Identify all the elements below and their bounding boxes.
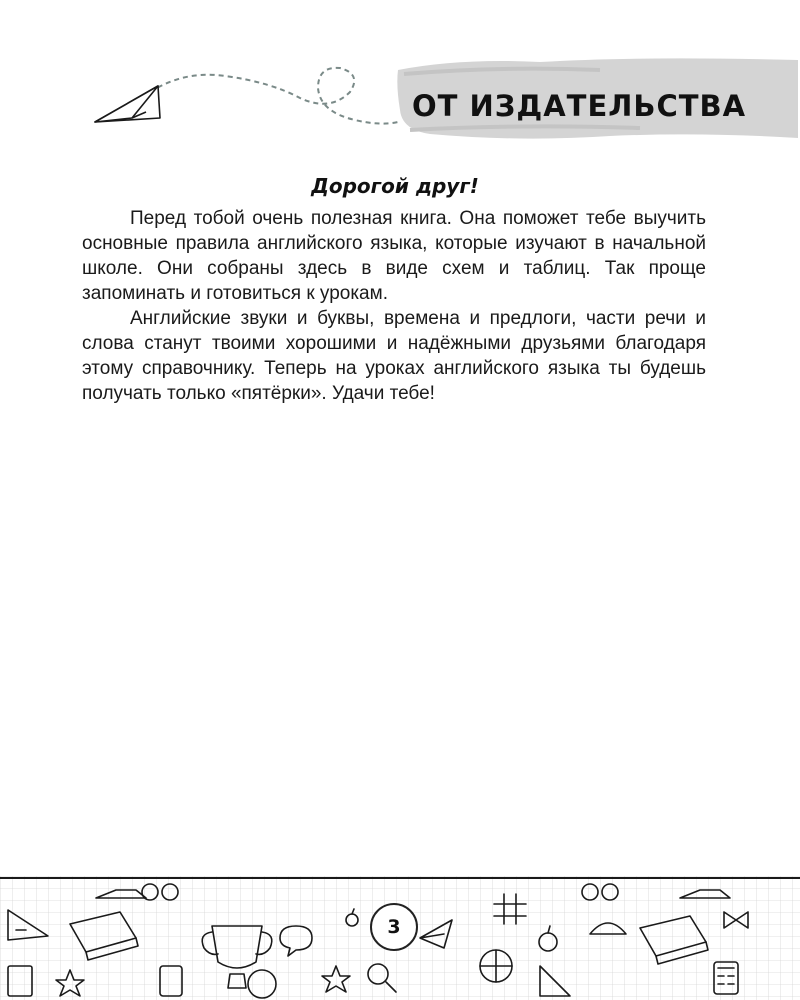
section-title: ОТ ИЗДАТЕЛЬСТВА	[412, 89, 747, 123]
page-header	[0, 0, 800, 150]
dashed-flight-path	[150, 68, 398, 124]
paragraph: Перед тобой очень полезная книга. Она поможет тебе выучить основные правила английского языка, которые изучают в начальной школе. Они собраны здесь в виде схем и таблиц. Так проще запоминать и готовиться к урокам.	[82, 208, 706, 304]
body-text	[82, 206, 706, 406]
page-number: 3	[370, 903, 418, 951]
greeting-heading: Дорогой друг!	[311, 174, 479, 198]
paragraph: Английские звуки и буквы, времена и предлоги, части речи и слова станут твоими хорошими и надёжными друзьями благодаря этому справочнику. Теперь на уроках английского языка ты будешь получать только «пятёрки». Удачи тебе!	[82, 308, 706, 404]
paper-plane-icon	[95, 86, 160, 122]
basketball-icon	[480, 950, 512, 982]
